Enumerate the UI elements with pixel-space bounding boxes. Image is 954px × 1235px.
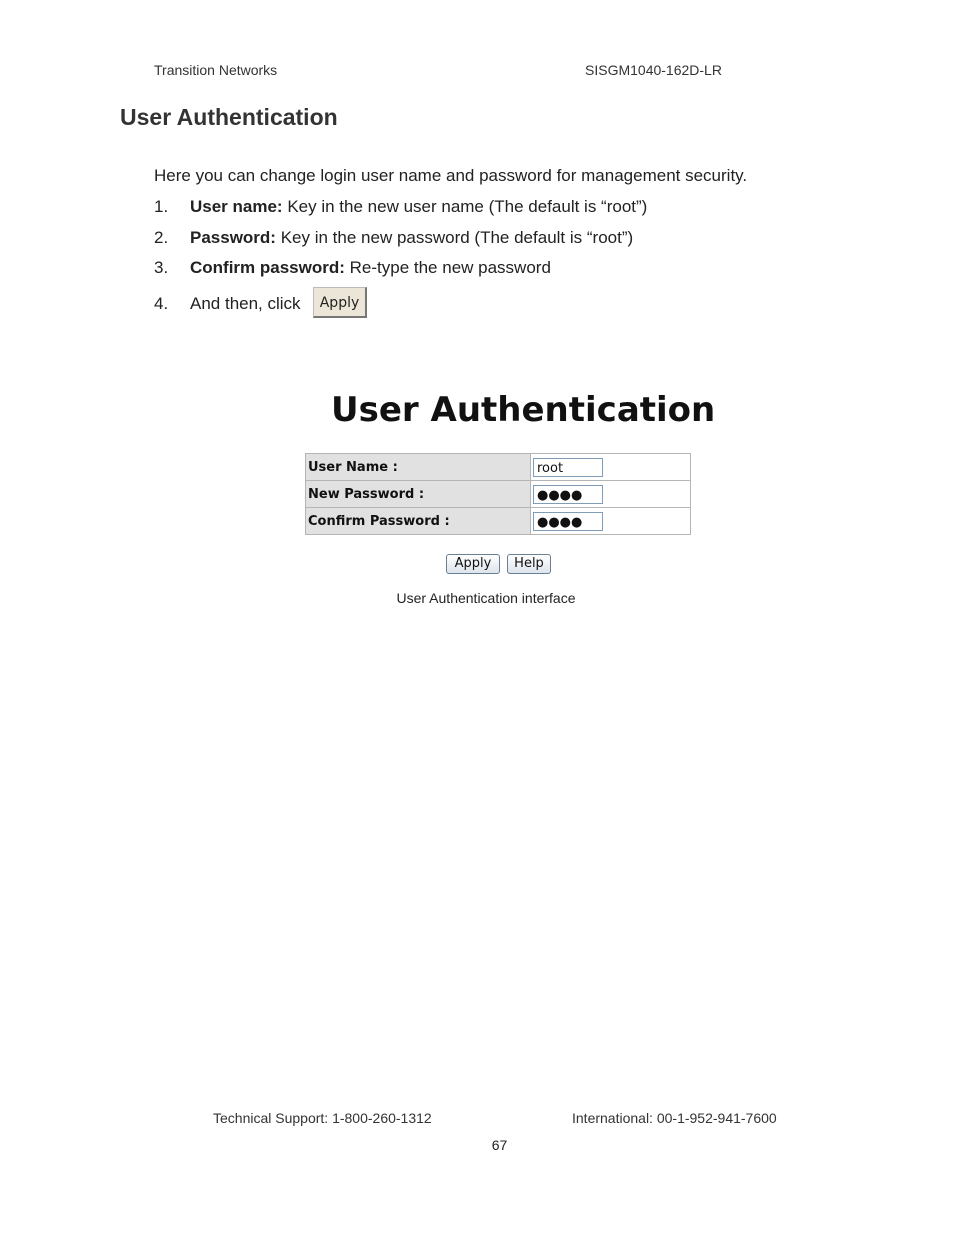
step-number: 2.	[154, 228, 169, 247]
confirm-password-label: Confirm Password :	[306, 508, 531, 535]
apply-button[interactable]: Apply	[446, 554, 500, 574]
footer-international: International: 00-1-952-941-7600	[572, 1110, 777, 1126]
figure-caption: User Authentication interface	[396, 590, 576, 606]
header-model: SISGM1040-162D-LR	[585, 62, 722, 78]
table-row	[306, 454, 691, 481]
user-name-label: User Name :	[306, 454, 531, 481]
footer-support: Technical Support: 1-800-260-1312	[213, 1110, 432, 1126]
step-desc: And then, click	[190, 294, 301, 313]
table-row	[306, 508, 691, 535]
confirm-password-input[interactable]: ●●●●	[533, 512, 603, 531]
new-password-label: New Password :	[306, 481, 531, 508]
step-term: Password:	[190, 228, 276, 247]
intro-text: Here you can change login user name and password for management security.	[154, 166, 748, 185]
inline-apply-button-image: Apply	[313, 287, 367, 318]
auth-form-table	[305, 453, 691, 535]
step-desc: Re-type the new password	[344, 258, 551, 277]
help-button[interactable]: Help	[507, 554, 551, 574]
table-row	[306, 481, 691, 508]
user-name-input[interactable]: root	[533, 458, 603, 477]
section-title: User Authentication	[120, 104, 338, 130]
step-number: 4.	[154, 294, 169, 313]
new-password-input[interactable]: ●●●●	[533, 485, 603, 504]
header-company: Transition Networks	[154, 62, 278, 78]
step-number: 1.	[154, 197, 169, 216]
step-term: Confirm password:	[190, 258, 345, 277]
step-number: 3.	[154, 258, 169, 277]
step-desc: Key in the new password (The default is “root”)	[275, 228, 634, 247]
ui-title: User Authentication	[331, 390, 716, 430]
step-desc: Key in the new user name (The default is “root”)	[282, 197, 648, 216]
page-number: 67	[491, 1137, 508, 1153]
step-term: User name:	[190, 197, 283, 216]
